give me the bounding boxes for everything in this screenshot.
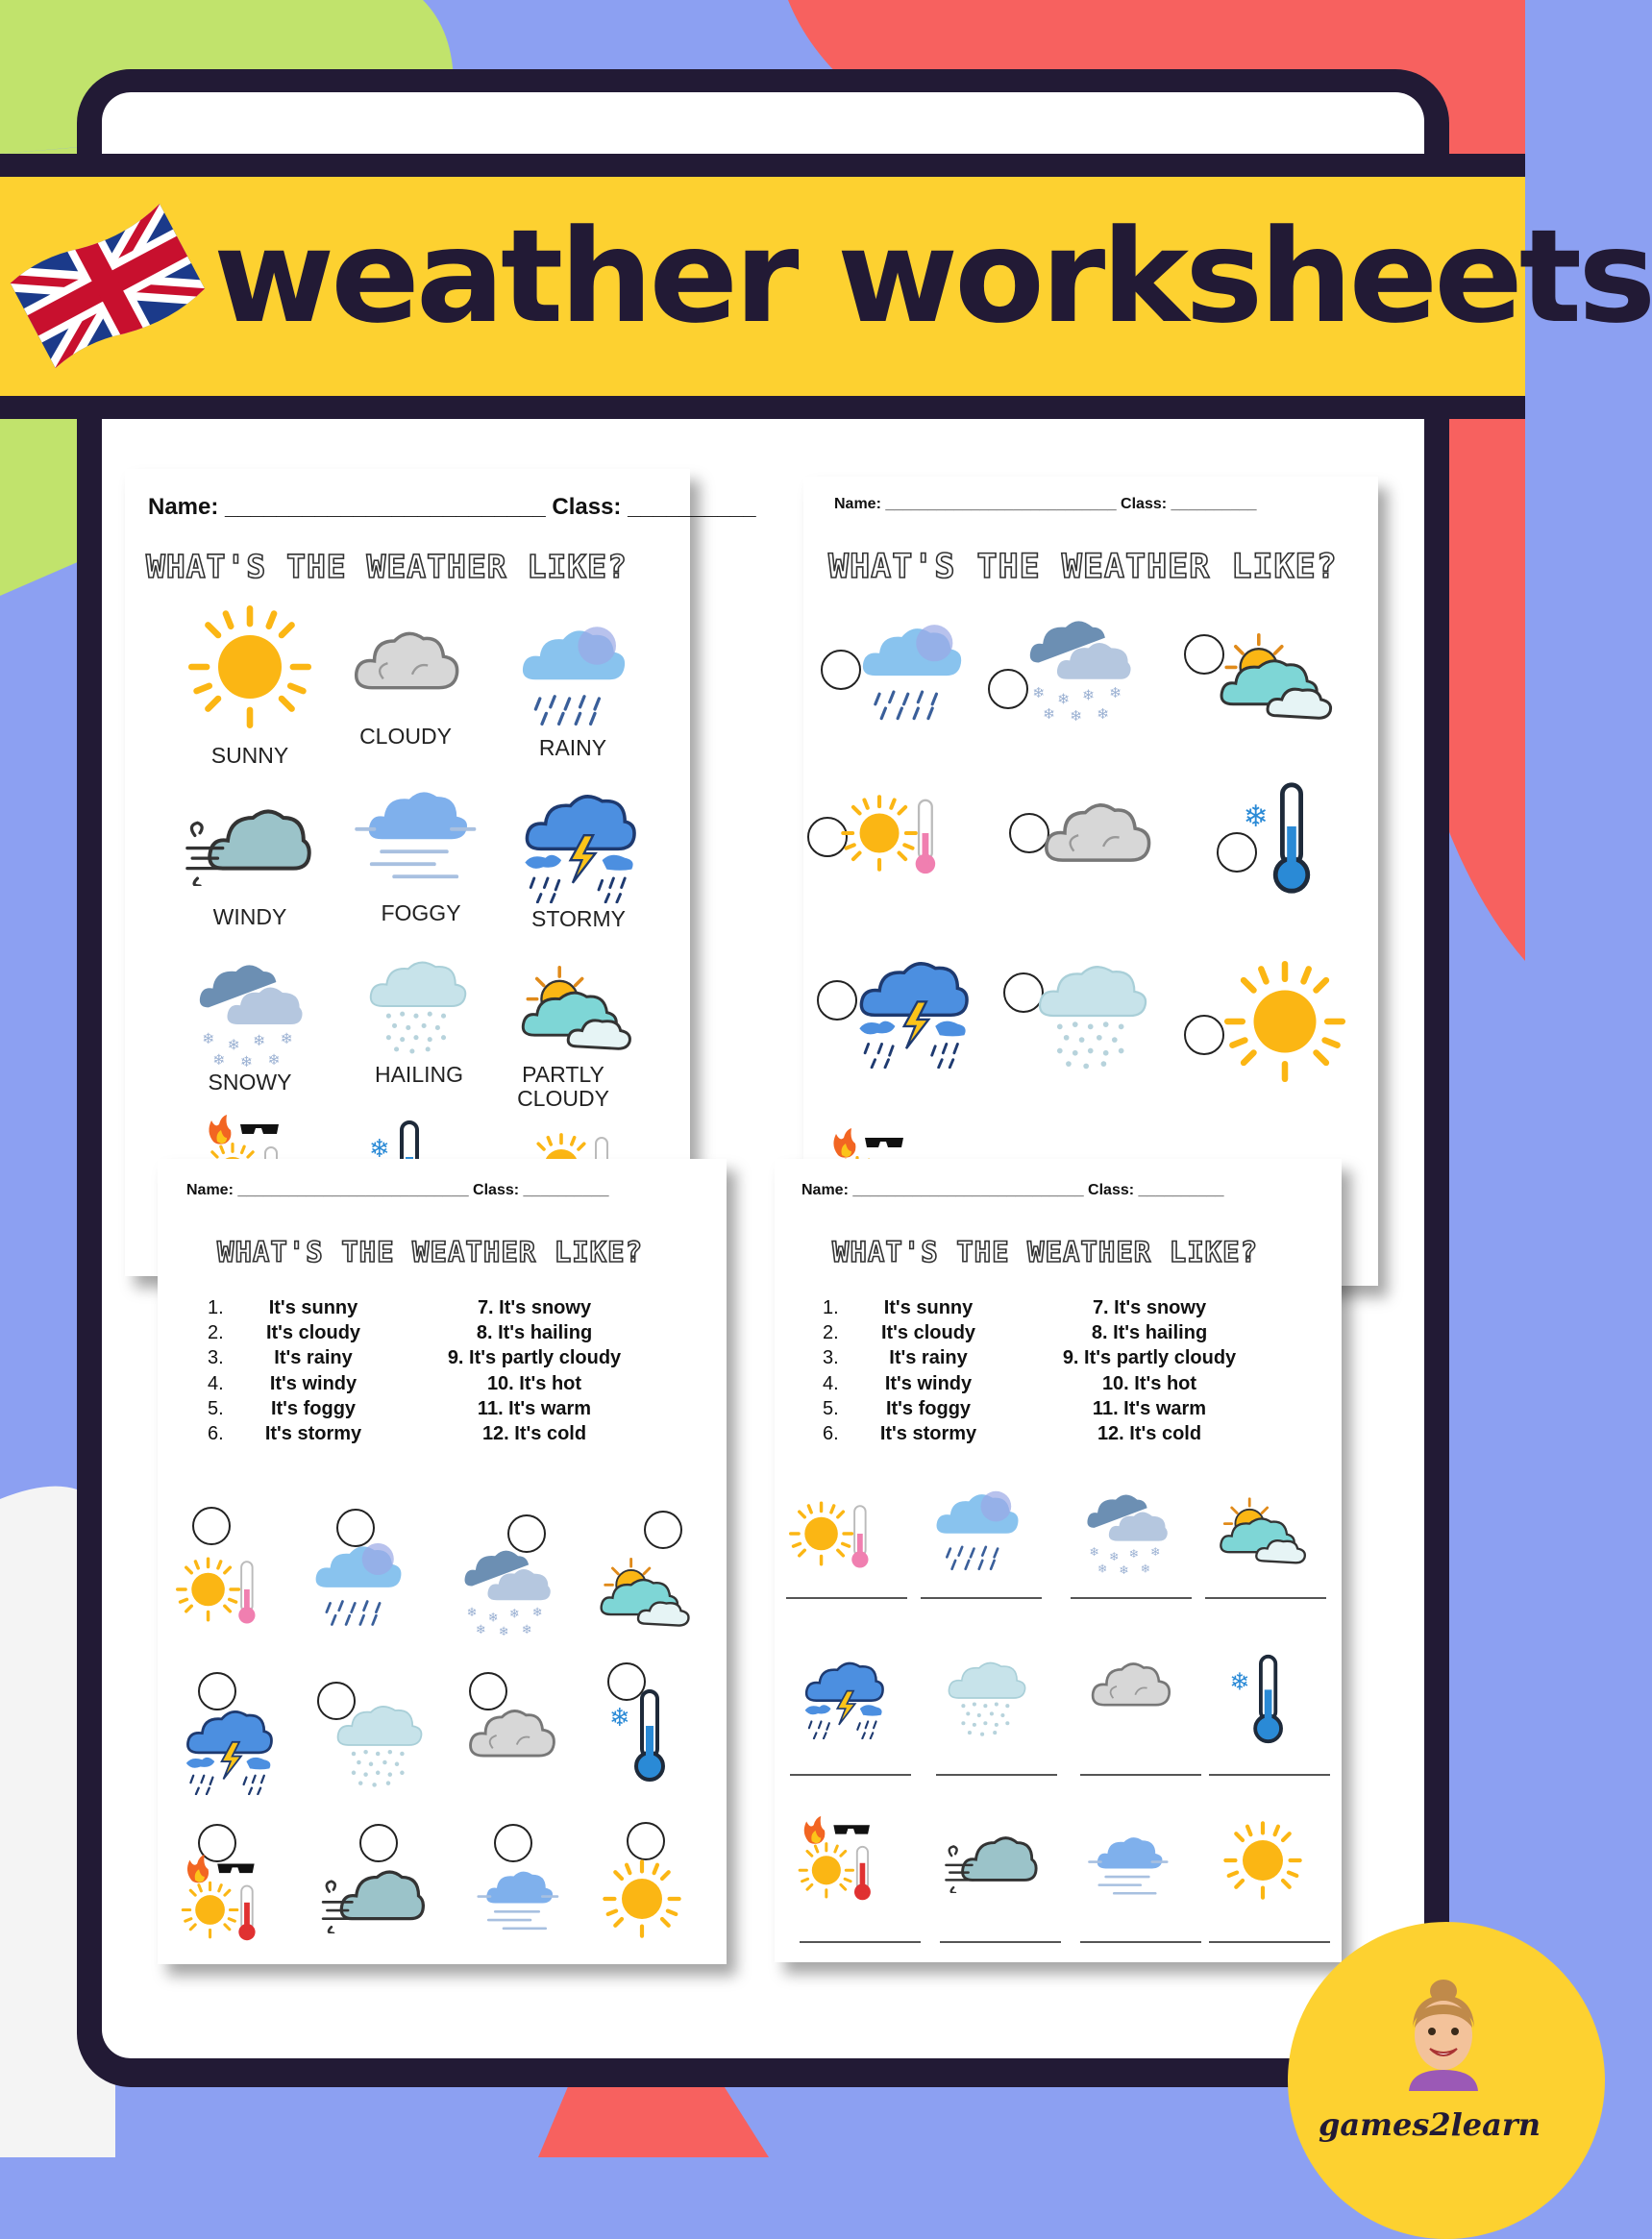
- list-item: 8. It's hailing: [476, 1322, 593, 1344]
- partly-cloudy-icon: [600, 1555, 692, 1630]
- answer-circle[interactable]: [627, 1822, 665, 1860]
- label-hailing: HAILING: [374, 1062, 464, 1087]
- label-windy: WINDY: [212, 904, 287, 929]
- partly-cloudy-icon: [521, 963, 634, 1053]
- list-item: 11. It's warm: [477, 1397, 592, 1419]
- answer-circle[interactable]: [821, 650, 861, 690]
- list-item: 12. It's cold: [1097, 1423, 1202, 1445]
- list-item: 11. It's warm: [1092, 1397, 1207, 1419]
- worksheet-heading: WHAT'S THE WEATHER LIKE?: [146, 548, 628, 585]
- label-foggy: FOGGY: [381, 900, 461, 925]
- list-item: 6. It's stormy: [823, 1423, 977, 1445]
- phrase-list-right: [1053, 1295, 1245, 1446]
- hail-cloud-icon: [948, 1653, 1026, 1743]
- uk-flag-icon: [4, 190, 210, 382]
- list-item: 2. It's cloudy: [208, 1322, 361, 1344]
- rain-cloud-icon: [517, 625, 630, 730]
- rain-cloud-icon: [311, 1541, 406, 1630]
- list-item: 10. It's hot: [486, 1372, 582, 1394]
- list-item: 3. It's rainy: [823, 1347, 968, 1369]
- storm-icon: [857, 957, 969, 1069]
- answer-line[interactable]: [921, 1597, 1042, 1599]
- label-partly-cloudy: PARTLY CLOUDY: [517, 1062, 609, 1112]
- sun-icon: [1222, 959, 1347, 1084]
- phrase-list-left: [208, 1295, 381, 1446]
- thermometer-cold-icon: [1213, 1653, 1305, 1745]
- thermometer-cold-icon: [1222, 780, 1338, 896]
- storm-icon: [185, 1707, 273, 1795]
- list-item: 7. It's snowy: [1092, 1297, 1207, 1318]
- label-stormy: STORMY: [531, 906, 626, 931]
- name-class-line: Name: ___________________________ Class: __________: [801, 1182, 1224, 1198]
- fog-icon: [1086, 1832, 1169, 1899]
- list-item: 4. It's windy: [208, 1372, 358, 1394]
- wind-cloud-icon: [321, 1860, 425, 1933]
- phrase-list-right: [438, 1295, 630, 1446]
- thermometer-cold-icon: [592, 1687, 688, 1784]
- rain-cloud-icon: [857, 623, 967, 725]
- answer-line[interactable]: [936, 1774, 1057, 1776]
- answer-circle[interactable]: [359, 1824, 398, 1862]
- sun-icon: [1222, 1820, 1303, 1901]
- wind-cloud-icon: [944, 1828, 1038, 1893]
- list-item: 9. It's partly cloudy: [1062, 1347, 1237, 1369]
- list-item: 4. It's windy: [823, 1372, 973, 1394]
- snow-cloud-icon: [198, 961, 304, 1067]
- answer-line[interactable]: [790, 1774, 911, 1776]
- list-item: 9. It's partly cloudy: [447, 1347, 622, 1369]
- answer-line[interactable]: [1080, 1774, 1201, 1776]
- answer-line[interactable]: [786, 1597, 907, 1599]
- thermometer-hot-icon: [177, 1853, 269, 1945]
- snow-cloud-icon: [463, 1547, 552, 1636]
- avatar: [1393, 1972, 1493, 2091]
- list-item: 1. It's sunny: [823, 1297, 974, 1318]
- cloud-icon: [1040, 794, 1153, 874]
- worksheet-number-match: [158, 1159, 727, 1964]
- label-sunny: SUNNY: [210, 743, 289, 768]
- list-item: 8. It's hailing: [1091, 1322, 1208, 1344]
- answer-line[interactable]: [940, 1941, 1061, 1943]
- sun-icon: [186, 603, 313, 730]
- hail-cloud-icon: [1038, 955, 1147, 1076]
- name-class-line: Name: ___________________________ Class: __________: [186, 1182, 609, 1198]
- list-item: 1. It's sunny: [208, 1297, 358, 1318]
- answer-line[interactable]: [1071, 1597, 1192, 1599]
- answer-line[interactable]: [1209, 1941, 1330, 1943]
- hail-cloud-icon: [336, 1697, 423, 1793]
- answer-circle[interactable]: [1184, 1015, 1224, 1055]
- fog-icon: [352, 784, 477, 884]
- worksheet-heading: WHAT'S THE WEATHER LIKE?: [828, 548, 1338, 586]
- wind-cloud-icon: [185, 798, 311, 886]
- answer-line[interactable]: [800, 1941, 921, 1943]
- answer-line[interactable]: [1205, 1597, 1326, 1599]
- list-item: 6. It's stormy: [208, 1423, 362, 1445]
- thermometer-warm-icon: [840, 778, 949, 888]
- snow-cloud-icon: [1028, 617, 1132, 721]
- hail-cloud-icon: [369, 957, 467, 1055]
- answer-line[interactable]: [1209, 1774, 1330, 1776]
- worksheet-vocabulary: [125, 469, 756, 1276]
- cloud-icon: [465, 1701, 557, 1768]
- cloud-icon: [350, 623, 461, 701]
- answer-circle[interactable]: [494, 1824, 532, 1862]
- fog-icon: [475, 1866, 559, 1933]
- list-item: 12. It's cold: [481, 1423, 587, 1445]
- worksheet-heading: WHAT'S THE WEATHER LIKE?: [832, 1236, 1259, 1268]
- partly-cloudy-icon: [1219, 1495, 1309, 1566]
- answer-circle[interactable]: [644, 1511, 682, 1549]
- sun-icon: [602, 1858, 682, 1939]
- snow-cloud-icon: [1086, 1491, 1169, 1574]
- list-item: 7. It's snowy: [477, 1297, 592, 1318]
- answer-line[interactable]: [1080, 1941, 1201, 1943]
- storm-icon: [803, 1659, 884, 1739]
- answer-circle[interactable]: [817, 980, 857, 1021]
- label-snowy: SNOWY: [208, 1070, 292, 1095]
- answer-circle[interactable]: [988, 669, 1028, 709]
- answer-circle[interactable]: [198, 1672, 236, 1710]
- cloud-icon: [1088, 1655, 1172, 1716]
- name-class-line: Name: _________________________ Class: __________: [148, 494, 756, 520]
- partly-cloudy-icon: [1219, 630, 1336, 723]
- thermometer-hot-icon: [794, 1814, 884, 1905]
- worksheet-write-answer: [775, 1159, 1342, 1962]
- name-class-line: Name: ___________________________ Class: __________: [834, 496, 1257, 512]
- page-title: weather worksheets: [213, 202, 1652, 352]
- phrase-list-left: [823, 1295, 996, 1446]
- list-item: 5. It's foggy: [208, 1397, 357, 1419]
- worksheet-heading: WHAT'S THE WEATHER LIKE?: [217, 1236, 644, 1268]
- list-item: 2. It's cloudy: [823, 1322, 976, 1344]
- list-item: 10. It's hot: [1101, 1372, 1197, 1394]
- thermometer-warm-icon: [788, 1488, 880, 1580]
- label-cloudy: CLOUDY: [359, 724, 452, 749]
- brand-logo: games2learn: [1319, 2106, 1541, 2143]
- rain-cloud-icon: [932, 1489, 1023, 1574]
- thermometer-warm-icon: [175, 1543, 267, 1636]
- answer-circle[interactable]: [192, 1507, 231, 1545]
- storm-icon: [523, 790, 636, 903]
- label-rainy: RAINY: [538, 735, 607, 760]
- list-item: 3. It's rainy: [208, 1347, 353, 1369]
- list-item: 5. It's foggy: [823, 1397, 972, 1419]
